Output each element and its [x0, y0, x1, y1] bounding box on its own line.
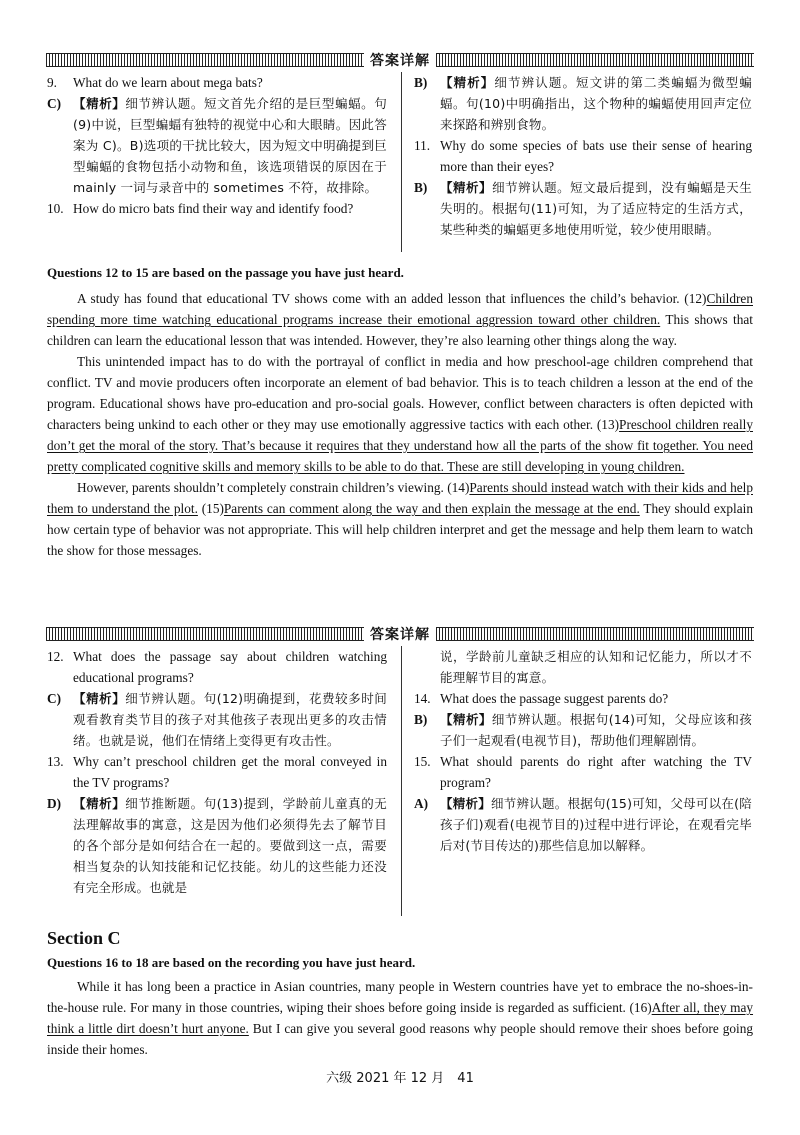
- text: But I can give you several good reasons why people should remove their shoes before going inside their homes.: [47, 1021, 753, 1057]
- explanation-text: 说，学龄前儿童缺乏相应的认知和记忆能力，所以才不能理解节目的寓意。: [440, 649, 752, 685]
- answer-explanation: [414, 709, 752, 751]
- answer-letter: B): [414, 180, 428, 195]
- answer-letter: B): [414, 75, 428, 90]
- passage-text: [47, 288, 753, 561]
- column-divider: [401, 72, 402, 252]
- banner-pattern-right: [436, 53, 754, 67]
- text: While it has long been a practice in Asian countries, many people in Western countries have yet to embrace the no-shoes-in-the-house rule. For many in those countries, wiping their shoes before going inside is regarded as sufficient. (16): [47, 979, 753, 1015]
- banner-pattern-right: [436, 627, 754, 641]
- banner-title: 答案详解: [364, 50, 436, 70]
- question-item: [47, 646, 387, 688]
- question-text: Why can’t preschool children get the moral conveyed in the TV programs?: [73, 754, 387, 790]
- explanation-text: 细节辨认题。短文首先介绍的是巨型蝙蝠。句(9)中说，巨型蝙蝠有独特的视觉中心和大眼睛。因此答案为 C)。B)选项的干扰比较大，因为短文中明确提到巨型蝙蝠的食物包括小动物和鱼，该选项错误的原因在于 mainly 一词与录音中的 sometimes 不符，故排除。: [73, 96, 387, 195]
- answer-banner-top: [46, 50, 754, 70]
- answer-letter: A): [414, 796, 429, 811]
- banner-title: 答案详解: [364, 624, 436, 644]
- answer-banner-middle: [46, 624, 754, 644]
- question-item: [414, 751, 752, 793]
- question-text: What does the passage say about children watching educational programs?: [73, 649, 387, 685]
- answer-letter: B): [414, 712, 428, 727]
- banner-pattern-left: [46, 53, 364, 67]
- text: (15): [197, 501, 224, 516]
- answer-explanation: [47, 793, 387, 898]
- question-item: [414, 688, 752, 709]
- banner-pattern-left: [46, 627, 364, 641]
- analysis-tag: 【精析】: [440, 180, 493, 195]
- analysis-tag: 【精析】: [73, 96, 126, 111]
- analysis-tag: 【精析】: [440, 75, 495, 90]
- underlined-answer-15: Parents can comment along the way and then explain the message at the end.: [223, 501, 640, 516]
- answer-explanation: [47, 93, 387, 198]
- analysis-tag: 【精析】: [73, 691, 126, 706]
- question-number: 11.: [414, 138, 431, 153]
- passage-heading: Questions 12 to 15 are based on the passage you have just heard.: [47, 265, 404, 280]
- explanation-text: 细节辨认题。根据句(15)可知，父母可以在(陪孩子们)观看(电视节目的)过程中进行评论，在观看完毕后对(节目传达的)那些信息加以解释。: [440, 796, 752, 853]
- question-item: [47, 198, 387, 219]
- text: However, parents shouldn’t completely constrain children’s viewing. (14): [77, 480, 470, 495]
- section-c-text: [47, 976, 753, 1060]
- text: This shows that children can learn the educational lesson that was intended. However, they’re also learning other things along the way.: [47, 312, 753, 348]
- underlined-answer-13: Preschool children really don’t get the moral of the story. That’s because it requires that they understand how all the parts of the show fit together. You need pretty complicated cognitive skills and memory skills to be able to do that. These are still developing in young children.: [47, 417, 753, 474]
- question-item: [47, 751, 387, 793]
- question-number: 9.: [47, 75, 57, 90]
- underlined-answer-12: Children spending more time watching educational programs increase their emotional aggression toward other children.: [47, 291, 753, 327]
- answer-explanation: [414, 177, 752, 240]
- paragraph: [47, 976, 753, 1060]
- question-text: What do we learn about mega bats?: [73, 75, 263, 90]
- text: A study has found that educational TV shows come with an added lesson that influences the child’s behavior. (12): [77, 291, 707, 306]
- analysis-tag: 【精析】: [73, 796, 126, 811]
- paragraph-3: [47, 477, 753, 561]
- question-text: How do micro bats find their way and identify food?: [73, 201, 354, 216]
- paragraph-1: [47, 288, 753, 351]
- explanation-text: 细节辨认题。短文讲的第二类蝙蝠为微型蝙蝠。句(10)中明确指出，这个物种的蝙蝠使用回声定位来探路和辨别食物。: [440, 75, 752, 132]
- explanation-text: 细节推断题。句(13)提到，学龄前儿童真的无法理解故事的寓意，这是因为他们必须得先去了解节目的各个部分是如何结合在一起的。要做到这一点，需要相当复杂的认知技能和记忆技能。幼儿的这些能力还没有完全形成。也就是: [73, 796, 387, 895]
- column-divider: [401, 646, 402, 916]
- paragraph-2: [47, 351, 753, 477]
- question-text: What should parents do right after watching the TV program?: [440, 754, 752, 790]
- question-number: 10.: [47, 201, 64, 216]
- text: They should explain how certain type of behavior was not appropriate. This will help children interpret and get the message and help them learn to watch the show for those messages.: [47, 501, 753, 558]
- analysis-tag: 【精析】: [440, 796, 491, 811]
- underlined-answer-14: Parents should instead watch with their kids and help them to understand the plot.: [47, 480, 753, 516]
- section-c-heading: Questions 16 to 18 are based on the recording you have just heard.: [47, 955, 416, 970]
- text: This unintended impact has to do with the portrayal of conflict in media and how preschool-age children comprehend that conflict. TV and movie producers often incorporate an element of bad behavior. This is to teach children a lesson at the end of the program. Educational shows have pro-education and pro-social goals. However, conflict between characters is often depicted with characters being unkind to each other or they may use emotionally aggressive tactics with each other. (13): [47, 354, 753, 432]
- underlined-answer-16: After all, they may think a little dirt doesn’t hurt anyone.: [47, 1000, 754, 1036]
- question-number: 14.: [414, 691, 431, 706]
- answer-column-right-middle: [414, 646, 752, 856]
- answer-column-right-top: [414, 72, 752, 240]
- explanation-text: 细节辨认题。根据句(14)可知，父母应该和孩子们一起观看(电视节目)，帮助他们理解剧情。: [440, 712, 752, 748]
- explanation-text: 细节辨认题。短文最后提到，没有蝙蝠是天生失明的。根据句(11)可知，为了适应特定的生活方式，某些种类的蝙蝠更多地使用听觉，较少使用眼睛。: [440, 180, 752, 237]
- question-item: [47, 72, 387, 93]
- answer-explanation: [414, 793, 752, 856]
- answer-column-left-middle: [47, 646, 387, 898]
- question-text: Why do some species of bats use their sense of hearing more than their eyes?: [440, 138, 752, 174]
- analysis-tag: 【精析】: [440, 712, 492, 727]
- answer-column-left-top: [47, 72, 387, 219]
- question-item: [414, 135, 752, 177]
- question-text: What does the passage suggest parents do?: [440, 691, 669, 706]
- question-number: 12.: [47, 649, 64, 664]
- answer-letter: C): [47, 96, 62, 111]
- answer-letter: D): [47, 796, 62, 811]
- answer-explanation: [414, 646, 752, 688]
- answer-letter: C): [47, 691, 62, 706]
- section-title: Section C: [47, 928, 121, 948]
- answer-explanation: [47, 688, 387, 751]
- answer-explanation: [414, 72, 752, 135]
- question-number: 13.: [47, 754, 64, 769]
- explanation-text: 细节辨认题。句(12)明确提到，花费较多时间观看教育类节目的孩子对其他孩子表现出更多的攻击情绪。也就是说，他们在情绪上变得更有攻击性。: [73, 691, 387, 748]
- question-number: 15.: [414, 754, 431, 769]
- page-footer: 六级 2021 年 12 月 41: [326, 1071, 474, 1086]
